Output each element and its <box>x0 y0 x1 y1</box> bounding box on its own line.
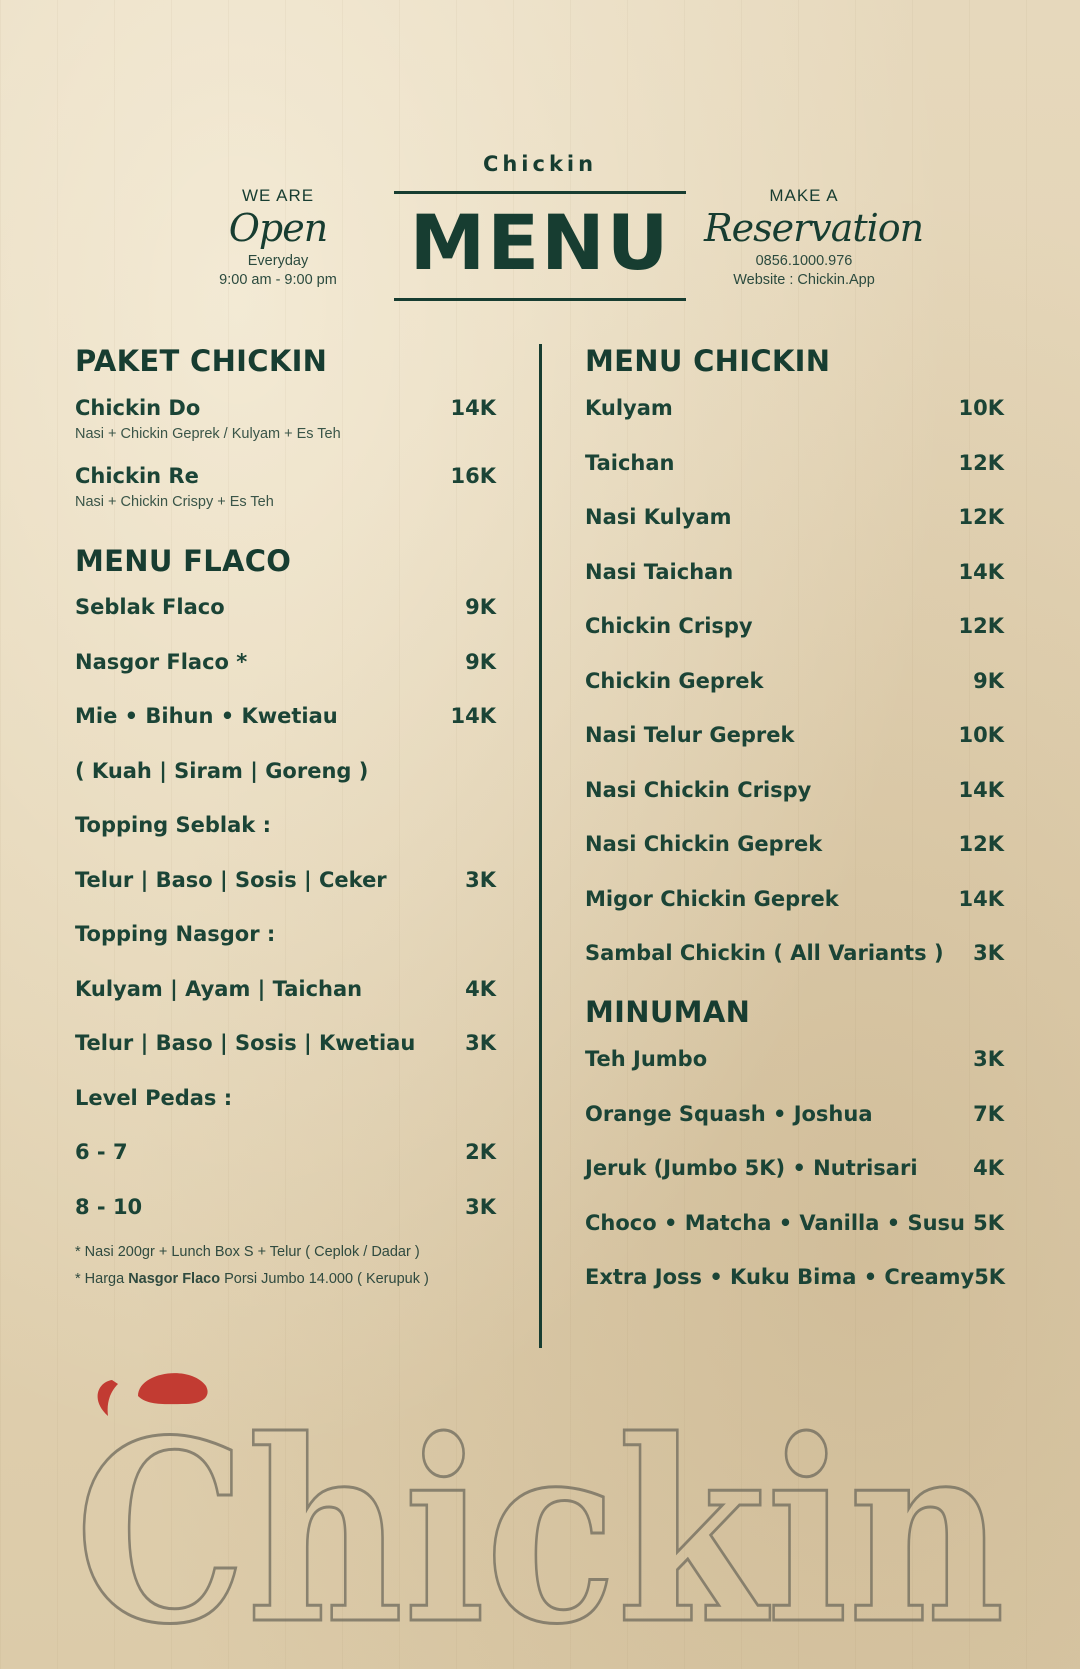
menu-item <box>585 832 1004 887</box>
item-price: 14K <box>958 777 1004 802</box>
section-title-flaco: MENU FLACO <box>75 544 292 578</box>
section-title-chickin: MENU CHICKIN <box>585 344 831 378</box>
item-name: Nasi Telur Geprek <box>585 723 795 747</box>
item-price: 10K <box>958 396 1004 420</box>
footnote-1: * Nasi 200gr + Lunch Box S + Telur ( Ceplok / Dadar ) <box>75 1243 420 1260</box>
menu-item <box>75 396 496 442</box>
item-price: 9K <box>465 595 496 619</box>
open-days: Everyday <box>247 253 309 269</box>
open-hours: 9:00 am - 9:00 pm <box>219 272 337 288</box>
menu-item <box>75 595 496 650</box>
column-divider <box>539 344 542 1348</box>
item-price: 9K <box>465 649 496 674</box>
item-price: 3K <box>973 941 1004 965</box>
left-column <box>75 342 496 1293</box>
open-caption: WE ARE <box>241 186 315 205</box>
item-name: Chickin Re <box>75 464 199 488</box>
item-price: 4K <box>465 976 496 1001</box>
menu-item <box>75 977 496 1032</box>
menu-item <box>585 560 1004 615</box>
item-price: 12K <box>958 505 1004 529</box>
menu-item <box>75 704 496 759</box>
item-name: Nasi Chickin Crispy <box>585 777 812 802</box>
item-name: Kulyam <box>585 396 673 420</box>
item-name: ( Kuah | Siram | Goreng ) <box>75 758 369 783</box>
item-description: Nasi + Chickin Geprek / Kulyam + Es Teh <box>75 426 341 442</box>
menu-subheading <box>75 1086 496 1141</box>
item-price: 7K <box>973 1101 1004 1126</box>
item-name: Chickin Do <box>75 396 201 420</box>
item-name: Mie • Bihun • Kwetiau <box>75 704 338 728</box>
right-column <box>585 342 1004 1305</box>
menu-subheading <box>75 813 496 868</box>
menu-item <box>585 396 1004 451</box>
item-name: Extra Joss • Kuku Bima • Creamy <box>585 1265 975 1289</box>
item-price: 16K <box>450 464 496 488</box>
menu-item <box>585 1047 1004 1102</box>
menu-item <box>75 1031 496 1086</box>
item-name: 8 - 10 <box>75 1194 143 1219</box>
item-name: Teh Jumbo <box>585 1047 708 1071</box>
menu-item <box>585 1102 1004 1157</box>
reservation-block <box>704 186 924 290</box>
menu-item <box>585 669 1004 724</box>
item-name: Nasi Chickin Geprek <box>585 832 823 856</box>
item-price: 9K <box>973 668 1004 693</box>
brand-name: Chickin <box>482 152 598 176</box>
section-title-minuman: MINUMAN <box>585 995 751 1029</box>
reservation-script: Reservation <box>704 206 924 250</box>
item-price: 3K <box>465 1031 496 1055</box>
item-name: Choco • Matcha • Vanilla • Susu <box>585 1210 965 1235</box>
section-title-paket: PAKET CHICKIN <box>75 344 328 378</box>
item-name: Topping Seblak : <box>75 813 271 837</box>
item-name: Chickin Crispy <box>585 614 753 638</box>
menu-item <box>75 650 496 705</box>
menu-item <box>585 941 1004 981</box>
item-name: Topping Nasgor : <box>75 922 276 946</box>
reservation-phone: 0856.1000.976 <box>755 253 853 269</box>
item-price: 14K <box>958 886 1004 911</box>
opening-hours-block <box>198 186 358 290</box>
item-price: 14K <box>450 704 496 728</box>
menu-item <box>585 723 1004 778</box>
item-name: Nasgor Flaco * <box>75 649 248 674</box>
menu-title: MENU <box>409 198 671 287</box>
item-name: Orange Squash • Joshua <box>585 1101 873 1126</box>
item-name: Nasi Kulyam <box>585 505 732 529</box>
item-price: 4K <box>973 1156 1004 1180</box>
item-price: 5K <box>973 1210 1004 1235</box>
menu-item <box>75 1140 496 1195</box>
menu-item <box>75 464 496 510</box>
item-price: 12K <box>958 614 1004 638</box>
item-name: Chickin Geprek <box>585 668 764 693</box>
item-price: 3K <box>973 1047 1004 1071</box>
item-name: 6 - 7 <box>75 1140 128 1164</box>
item-description: Nasi + Chickin Crispy + Es Teh <box>75 494 274 510</box>
menu-item <box>585 1211 1004 1266</box>
item-name: Jeruk (Jumbo 5K) • Nutrisari <box>585 1156 918 1180</box>
item-name: Migor Chickin Geprek <box>585 886 839 911</box>
item-price: 14K <box>450 396 496 420</box>
menu-subheading <box>75 922 496 977</box>
menu-item <box>75 868 496 923</box>
item-name: Kulyam | Ayam | Taichan <box>75 976 363 1001</box>
menu-item <box>585 1156 1004 1211</box>
item-price: 12K <box>958 832 1004 856</box>
item-name: Telur | Baso | Sosis | Ceker <box>75 867 387 892</box>
item-price: 2K <box>465 1140 496 1164</box>
reservation-website: Website : Chickin.App <box>733 272 875 288</box>
item-name: Nasi Taichan <box>585 559 734 584</box>
item-price: 3K <box>465 867 496 892</box>
item-price: 3K <box>465 1194 496 1219</box>
reservation-caption: MAKE A <box>769 186 839 205</box>
item-name: Level Pedas : <box>75 1085 233 1110</box>
item-price: 14K <box>958 559 1004 584</box>
item-price: 10K <box>958 723 1004 747</box>
menu-item <box>585 451 1004 506</box>
item-name: Telur | Baso | Sosis | Kwetiau <box>75 1031 416 1055</box>
item-name: Seblak Flaco <box>75 595 225 619</box>
item-name: Sambal Chickin ( All Variants ) <box>585 941 944 965</box>
footnote-2: * Harga Nasgor Flaco Porsi Jumbo 14.000 ( Kerupuk ) <box>75 1270 429 1287</box>
logo-wordmark: Chickin <box>75 1385 1005 1669</box>
item-price: 5K <box>974 1265 1006 1289</box>
open-script: Open <box>228 206 328 250</box>
menu-item <box>585 1265 1004 1305</box>
item-price: 12K <box>958 450 1004 475</box>
menu-item <box>585 887 1004 942</box>
chickin-logo <box>40 1360 1040 1669</box>
menu-item <box>585 505 1004 560</box>
menu-item <box>585 614 1004 669</box>
menu-item <box>75 1195 496 1239</box>
item-name: Taichan <box>585 450 675 475</box>
menu-item <box>585 778 1004 833</box>
menu-item-options <box>75 759 496 814</box>
